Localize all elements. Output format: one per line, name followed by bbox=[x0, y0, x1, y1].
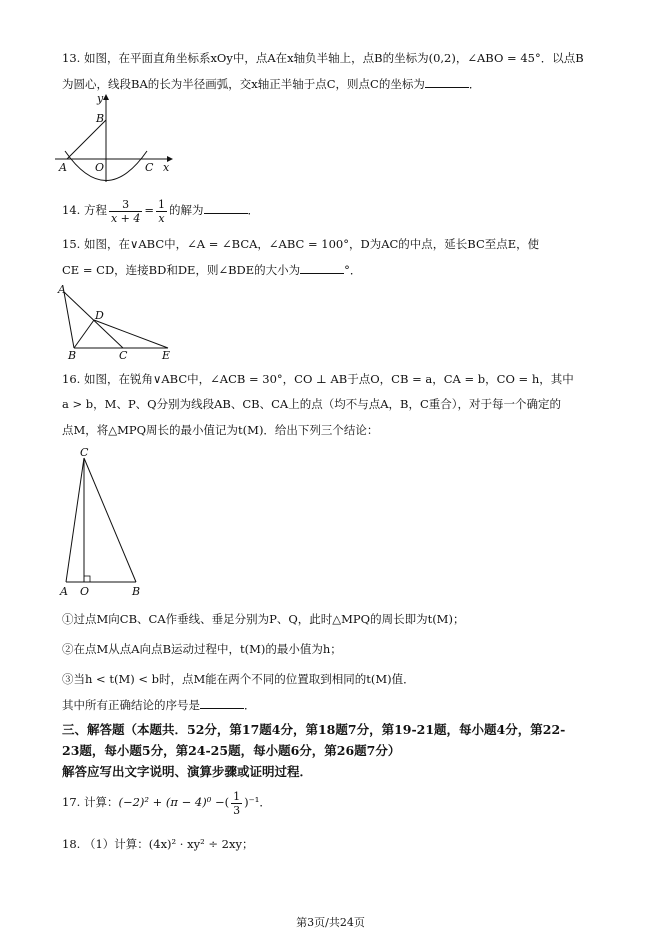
q16-line1: 16. 如图，在锐角∨ABC中，∠ACB = 30°，CO ⊥ AB于点O，CB = a，CA = b，CO = h，其中 bbox=[62, 372, 574, 386]
q14-pre: 14. 方程 bbox=[62, 203, 107, 217]
q13-segment-ba bbox=[67, 120, 106, 159]
q16-conclusion-3: ③当h < t(M) < b时，点M能在两个不同的位置取到相同的t(M)值． bbox=[62, 672, 415, 686]
q13-label-x: x bbox=[163, 161, 170, 174]
q15-label-d: D bbox=[95, 309, 104, 322]
q16-label-b: B bbox=[132, 585, 141, 598]
q16-side-ca bbox=[66, 458, 84, 582]
q17-paren-close: ) bbox=[244, 795, 249, 809]
q17-expr1: (−2)² + (π − 4)⁰ − bbox=[118, 795, 225, 809]
q16-conclusion-1: ①过点M向CB、CA作垂线、垂足分别为P、Q，此时△MPQ的周长即为t(M)； bbox=[62, 612, 465, 626]
q14-line bbox=[62, 197, 259, 225]
q15-figure bbox=[58, 284, 178, 362]
q16-line2: a > b，M、P、Q分别为线段AB、CB、CA上的点（均不与点A，B，C重合），对于每一个确定的 bbox=[62, 397, 562, 411]
q15-line1: 15. 如图，在∨ABC中，∠A = ∠BCA，∠ABC = 100°，D为AC的中点，延长BC至点E，使 bbox=[62, 237, 540, 251]
q18-line: 18. （1）计算：(4x)² · xy² ÷ 2xy； bbox=[62, 837, 254, 851]
q15-answer-blank bbox=[300, 262, 344, 274]
q14-frac2-num: 1 bbox=[158, 197, 166, 211]
section3-title-line1: 三、解答题（本题共．52分，第17题4分，第18题7分，第19-21题，每小题4分，第22- bbox=[62, 722, 566, 737]
q14-frac1-num: 3 bbox=[109, 198, 142, 212]
q13-answer-blank bbox=[425, 76, 469, 88]
q15-label-b: B bbox=[68, 349, 77, 362]
q16-conclusion-2: ②在点M从点A向点B运动过程中，t(M)的最小值为h； bbox=[62, 642, 342, 656]
q14-fraction-1 bbox=[109, 198, 142, 225]
q14-frac1-den: x + 4 bbox=[110, 211, 141, 225]
q14-frac2-den: x bbox=[158, 211, 165, 225]
q14-answer-blank bbox=[204, 202, 248, 214]
q14-end: ． bbox=[247, 203, 260, 217]
q13-line2-text: 为圆心，线段BA的长为半径画弧，交x轴正半轴于点C，则点C的坐标为 bbox=[62, 77, 425, 91]
q14-eq: = bbox=[144, 203, 155, 217]
q17-frac-den: 3 bbox=[233, 803, 241, 817]
page-footer: 第3页/共24页 bbox=[296, 916, 365, 929]
q16-answer-blank bbox=[200, 697, 244, 709]
q16-ask bbox=[62, 697, 256, 713]
q15-label-e: E bbox=[162, 349, 171, 362]
q15-label-c: C bbox=[119, 349, 128, 362]
q13-figure bbox=[55, 92, 175, 187]
q15-line2 bbox=[62, 262, 361, 278]
q13-label-o: O bbox=[95, 161, 105, 174]
q15-line2-end: °． bbox=[344, 263, 362, 277]
q14-post: 的解为 bbox=[169, 203, 204, 217]
q13-label-c: C bbox=[145, 161, 154, 174]
q16-line3: 点M，将△MPQ周长的最小值记为t(M)．给出下列三个结论： bbox=[62, 423, 379, 437]
q13-line2 bbox=[62, 76, 480, 92]
q16-label-c: C bbox=[80, 446, 89, 459]
q16-label-o: O bbox=[80, 585, 90, 598]
q15-segment-bd bbox=[74, 320, 94, 348]
q16-right-angle-mark bbox=[84, 576, 90, 582]
q15-label-a: A bbox=[58, 283, 66, 296]
q17-frac-num: 1 bbox=[233, 789, 241, 803]
q16-side-cb bbox=[84, 458, 136, 582]
q16-label-a: A bbox=[60, 585, 68, 598]
q13-y-arrow bbox=[103, 94, 109, 100]
q16-figure bbox=[58, 444, 158, 600]
q16-ask-text: 其中所有正确结论的序号是 bbox=[62, 698, 200, 712]
q15-line2-text: CE = CD，连接BD和DE，则∠BDE的大小为 bbox=[62, 263, 301, 277]
q13-line2-end: ． bbox=[468, 77, 481, 91]
q13-label-y: y bbox=[97, 92, 104, 105]
q13-line1: 13. 如图，在平面直角坐标系xOy中，点A在x轴负半轴上，点B的坐标为(0,2)，∠ABO = 45°．以点B bbox=[62, 51, 584, 65]
q17-fraction bbox=[231, 790, 242, 817]
section3-instruction: 解答应写出文字说明、演算步骤或证明过程． bbox=[62, 764, 313, 779]
q13-label-b: B bbox=[96, 112, 105, 125]
q14-fraction-2 bbox=[156, 198, 167, 225]
q15-segment-de bbox=[94, 320, 168, 348]
section3-title-line2: 23题，每小题5分，第24-25题，每小题6分，第26题7分） bbox=[62, 743, 401, 758]
q17-paren-open: ( bbox=[224, 795, 230, 809]
q17-pre: 17. 计算： bbox=[62, 795, 119, 809]
q17-line bbox=[62, 789, 271, 817]
q13-label-a: A bbox=[59, 161, 67, 174]
q16-ask-end: ． bbox=[244, 698, 256, 712]
q17-expr2: ⁻¹． bbox=[248, 795, 271, 809]
